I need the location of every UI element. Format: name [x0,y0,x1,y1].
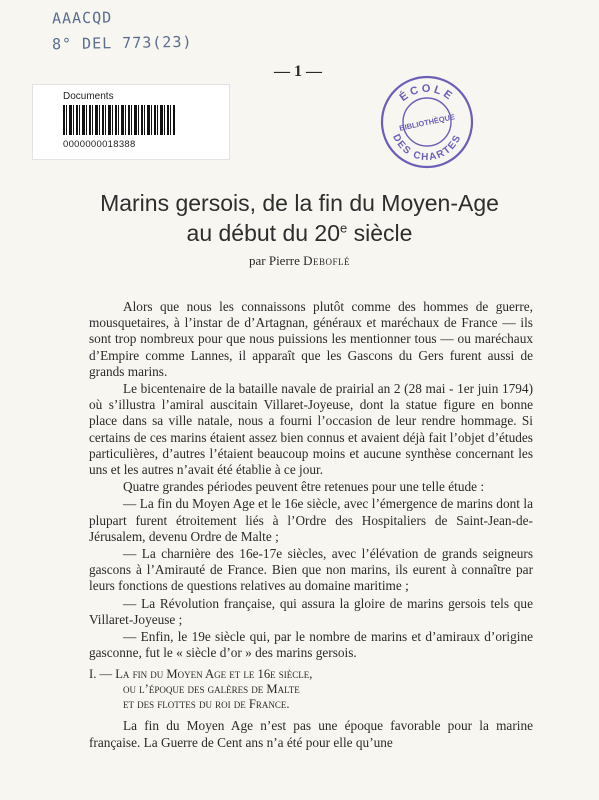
library-stamp-icon [379,74,475,170]
svg-text:ÉCOLE [397,83,456,104]
handwritten-shelfmark-line1: AAACQD [51,8,113,28]
article-body [89,299,533,752]
stamp-middle-text: BIBLIOTHÈQUE [398,112,456,133]
paragraph: — La Révolution française, qui assura la gloire de marins gersois tels que Villaret-Joyeuse ; [89,595,533,627]
page-number: — 1 — [274,63,322,80]
article-author: par Pierre Deboflé [248,253,351,268]
handwritten-shelfmark-line2: 8° DEL 773(23) [51,32,193,54]
paragraph: La fin du Moyen Age n’est pas une époque favorable pour la marine française. La Guerre de Cent ans n’a été pour elle qu’une [89,718,533,750]
barcode-title: Documents [63,91,114,102]
article-title-line2: au début du 20e siècle [186,220,413,246]
barcode-label [32,84,230,160]
section-heading-line2: ou l’époque des galères de Malte [123,682,300,697]
paragraph: Le bicentenaire de la bataille navale de prairial an 2 (28 mai - 1er juin 1794) où s’illustra l’amiral auscitain Villaret-Joyeuse, dont la statue figure en bonne place dans sa ville natale, nous a fourni l’occasion de leur rendre hommage. Si certains de ces marins étaient assez bien connus et avaient déjà fait l’objet d’études particulières, d’autres l’étaient beaucoup moins et aucune synthèse concernant les uns et les autres n’avait été établie à ce jour. [89,381,533,478]
barcode-number: 0000000018388 [63,139,136,150]
section-heading-line3: et des flottes du roi de France. [123,697,290,712]
stamp-top-text: ÉCOLE [397,82,457,104]
paragraph: — Enfin, le 19e siècle qui, par le nombre de marins et d’amiraux d’origine gasconne, fut le « siècle d’or » des marins gersois. [89,629,533,661]
article-title-line1: Marins gersois, de la fin du Moyen-Age [100,190,499,216]
barcode-icon [63,105,175,135]
section-heading-line1: I. — La fin du Moyen Age et le 16e siècle, [89,667,313,682]
author-name: Deboflé [303,253,351,268]
paragraph: Quatre grandes périodes peuvent être retenues pour une telle étude : [123,479,485,495]
stamp-bottom-text: DES CHARTES [390,132,464,164]
section-heading [89,667,533,712]
paragraph: — La charnière des 16e-17e siècles, avec l’élévation de grands seigneurs gascons à l’Amirauté de France. Bien que non marins, ils eurent à connaître par leurs fonctions de questions relatives au domaine maritime ; [89,546,533,594]
paragraph: Alors que nous les connaissons plutôt comme des hommes de guerre, mousquetaires, à l’instar de d’Artagnan, généraux et maréchaux de France — ils sont trop nombreux pour que nous puissions les mentionner tous — ou maréchaux d’Empire comme Lannes, il apparaît que les Gascons du Gers furent aussi de grands marins. [89,299,533,379]
paragraph: — La fin du Moyen Age et le 16e siècle, avec l’émergence de marins dont la plupart furent étroitement liés à l’Ordre des Hospitaliers de Saint-Jean-de-Jérusalem, devenu Ordre de Malte ; [89,496,533,544]
